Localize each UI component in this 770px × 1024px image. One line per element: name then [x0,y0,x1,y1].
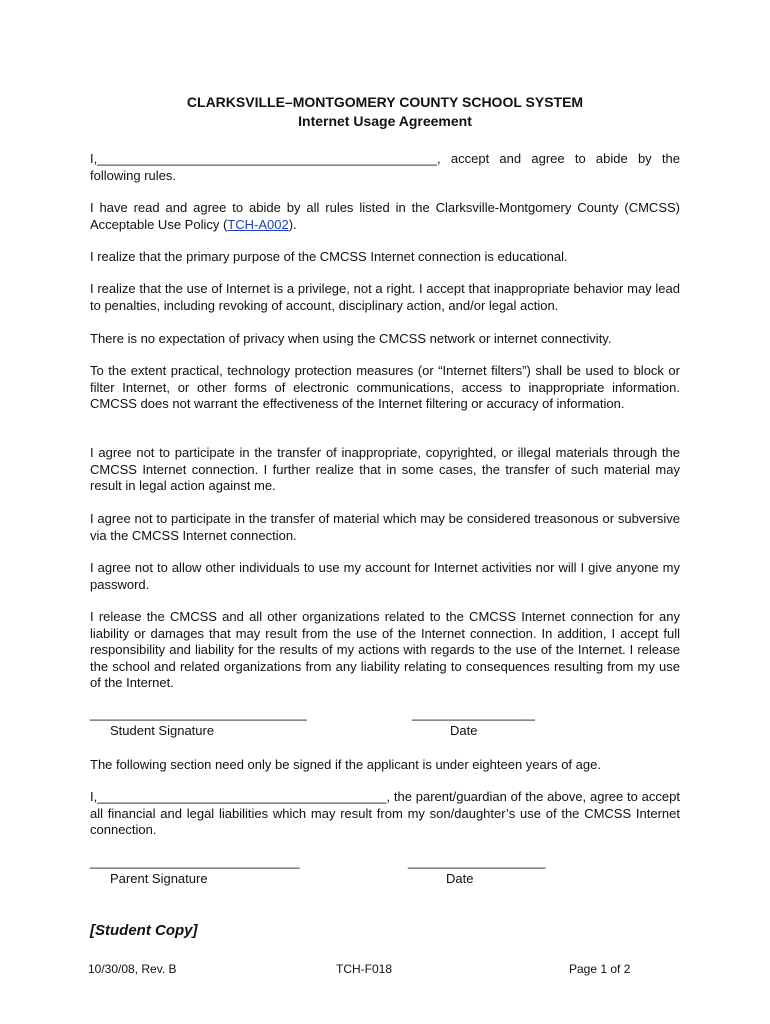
parent-date-label: Date [446,871,474,886]
page-title: CLARKSVILLE–MONTGOMERY COUNTY SCHOOL SYSTEM [186,94,584,110]
rule-paragraph-7: I agree not to participate in the transfer of material which may be considered treasonous or subversive via the CMCSS Internet connection. [90,511,680,543]
rule-1-end: ). [288,216,297,232]
footer-page-number: Page 1 of 2 [569,962,631,976]
parent-date-line[interactable]: ___________________ [408,854,546,869]
rule-paragraph-6: I agree not to participate in the transfer of inappropriate, copyrighted, or illegal materials through the CMCSS Internet connection. I further realize that in some cases, the transfer of such material may result in legal action against me. [90,445,680,493]
guardian-name-blank[interactable]: ________________________________________ [97,789,387,804]
footer-date: 10/30/08, Rev. B [88,962,177,976]
student-copy-label: [Student Copy] [90,922,198,939]
intro-suffix: , accept and agree to abide by the following rules. [90,151,680,183]
rule-paragraph-3: I realize that the use of Internet is a privilege, not a right. I accept that inappropriate behavior may lead to penalties, including revoking of account, disciplinary action, and/or legal action. [90,281,680,313]
guardian-suffix: , the parent/guardian of the above, agree to accept all financial and legal liabilities which may result from my son/daughter’s use of the CMCSS Internet connection. [90,789,680,837]
parent-signature-line[interactable]: _____________________________ [90,854,300,869]
rule-paragraph-1 [90,200,680,233]
rule-paragraph-4: There is no expectation of privacy when using the CMCSS network or internet connectivity. [90,331,612,346]
rule-paragraph-5: To the extent practical, technology protection measures (or “Internet filters”) shall be used to block or filter Internet, or other forms of electronic communications, access to inappropriate information. CMCSS does not warrant the effectiveness of the Internet filtering or accuracy of information. [90,363,680,411]
rule-paragraph-2: I realize that the primary purpose of the CMCSS Internet connection is educational. [90,249,568,264]
guardian-paragraph [90,789,680,839]
parent-signature-label: Parent Signature [110,871,208,886]
student-date-label: Date [450,723,478,738]
intro-prefix: I, [90,151,98,166]
rule-paragraph-9: I release the CMCSS and all other organizations related to the CMCSS Internet connection for any liability or damages that may result from the use of the Internet connection. In addition, I accept full responsibility and liability for the results of my actions with regards to the use of the Internet. I release the school and related organizations from any liability relating to consequences resulting from my use of the Internet. [90,609,680,690]
page-subtitle: Internet Usage Agreement [298,113,472,129]
policy-link[interactable]: TCH-A002 [227,216,289,232]
footer-code: TCH-F018 [336,962,393,976]
student-signature-label: Student Signature [110,723,215,738]
guardian-prefix: I, [90,789,98,804]
student-name-blank[interactable]: _______________________________________________ [97,151,438,166]
student-date-line[interactable]: _________________ [412,706,535,721]
student-signature-line[interactable]: ______________________________ [90,706,307,721]
intro-paragraph [90,151,680,184]
guardian-note: The following section need only be signed if the applicant is under eighteen years of age. [90,757,601,772]
rule-paragraph-8: I agree not to allow other individuals to use my account for Internet activities nor will I give anyone my password. [90,560,680,592]
rule-1-text: I have read and agree to abide by all rules listed in the Clarksville-Montgomery County (CMCSS) Acceptable Use Policy ( [90,200,680,232]
